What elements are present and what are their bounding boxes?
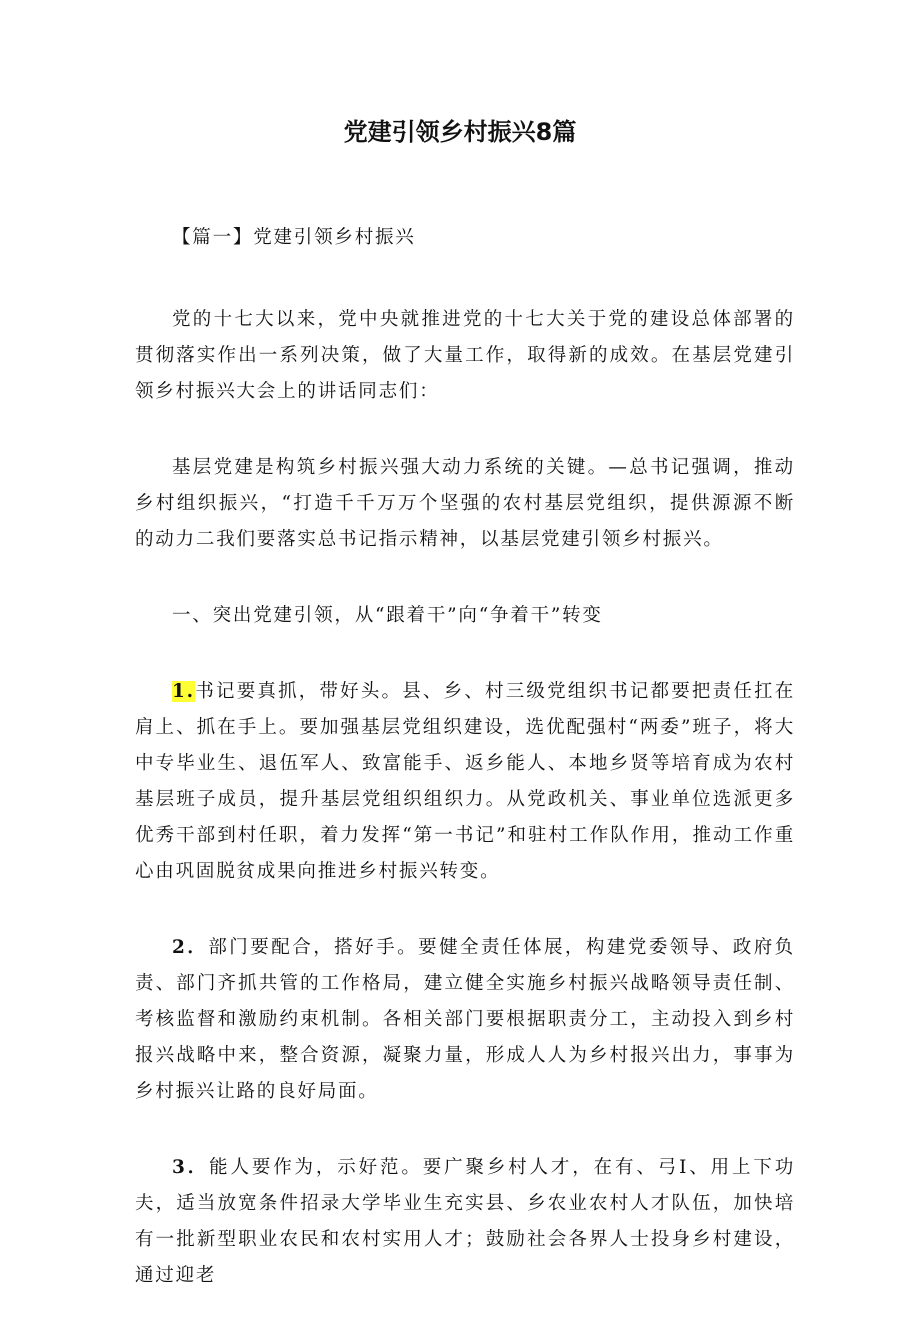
paragraph-key-point: 基层党建是构筑乡村振兴强大动力系统的关键。—总书记强调，推动乡村组织振兴，“打造千千万万个坚强的农村基层党组织，提供源源不断的动力二我们要落实总书记指示精神，以基层党建引领乡村振兴。 bbox=[135, 457, 795, 550]
item-number: 3． bbox=[172, 1157, 210, 1178]
item-number: 1. bbox=[172, 681, 195, 702]
item-text: 能人要作为，示好范。要广聚乡村人才，在有、弓I、用上下功夫，适当放宽条件招录大学毕业生充实县、乡农业农村人才队伍，加快培有一批新型职业农民和农村实用人才；鼓励社会各界人士投身乡村建设，通过迎老 bbox=[135, 1157, 795, 1286]
document-title: 党建引领乡村振兴8篇 bbox=[343, 118, 577, 146]
list-item bbox=[135, 674, 795, 890]
subsection-heading: 一、突出党建引领，从“跟着干”向“争着干”转变 bbox=[172, 605, 603, 626]
list-item bbox=[135, 1150, 795, 1294]
section-heading: 【篇一】党建引领乡村振兴 bbox=[172, 227, 416, 248]
list-item bbox=[135, 930, 795, 1110]
paragraph-intro: 党的十七大以来，党中央就推进党的十七大关于党的建设总体部署的贯彻落实作出一系列决策，做了大量工作，取得新的成效。在基层党建引领乡村振兴大会上的讲话同志们： bbox=[135, 309, 795, 402]
item-text: 部门要配合，搭好手。要健全责任体展，构建党委领导、政府负责、部门齐抓共管的工作格局，建立健全实施乡村振兴战略领导责任制、考核监督和激励约束机制。各相关部门要根据职责分工，主动投入到乡村报兴战略中来，整合资源，凝聚力量，形成人人为乡村报兴出力，事事为乡村振兴让路的良好局面。 bbox=[135, 937, 795, 1102]
item-number: 2． bbox=[172, 937, 209, 958]
item-text: 书记要真抓，带好头。县、乡、村三级党组织书记都要把责任扛在肩上、抓在手上。要加强基层党组织建设，选优配强村“两委”班子，将大中专毕业生、退伍军人、致富能手、返乡能人、本地乡贤等培育成为农村基层班子成员，提升基层党组织组织力。从党政机关、事业单位选派更多优秀干部到村任职，着力发挥“第一书记”和驻村工作队作用，推动工作重心由巩固脱贫成果向推进乡村振兴转变。 bbox=[135, 681, 795, 882]
document-body bbox=[135, 220, 795, 1334]
